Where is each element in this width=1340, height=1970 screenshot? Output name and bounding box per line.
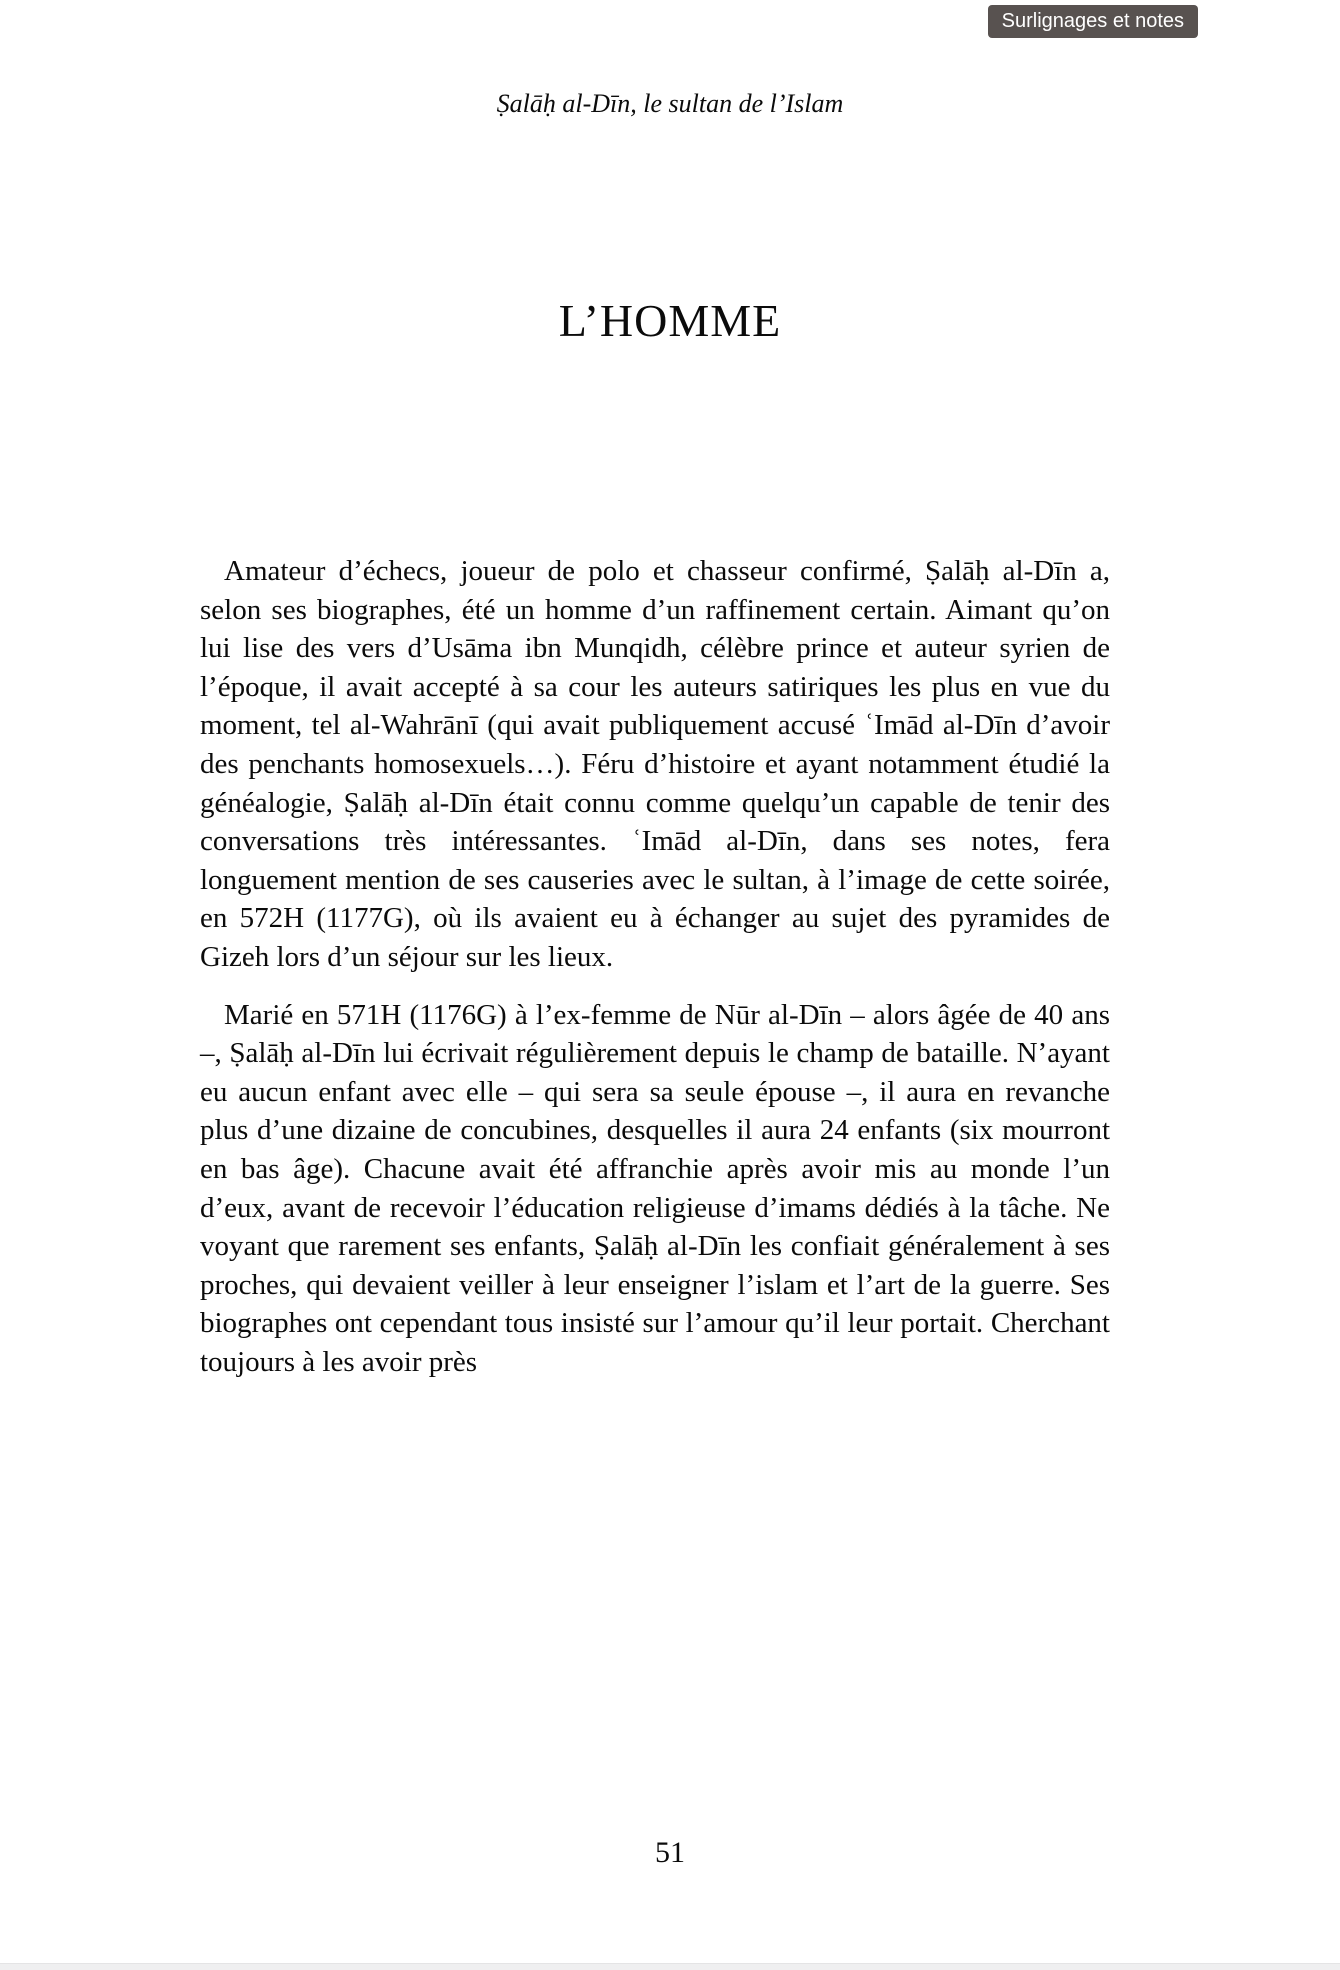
window-bottom-edge xyxy=(0,1963,1340,1970)
highlights-and-notes-button[interactable]: Surlignages et notes xyxy=(988,5,1198,38)
running-header: Ṣalāḥ al-Dīn, le sultan de l’Islam xyxy=(496,89,844,118)
body-text xyxy=(200,552,1110,1400)
chapter-title: L’HOMME xyxy=(558,295,782,346)
body-paragraph: Marié en 571H (1176G) à l’ex-femme de Nūr al-Dīn – alors âgée de 40 ans –, Ṣalāḥ al-Dīn lui écrivait régulièrement depuis le champ de bataille. N’ayant eu aucun enfant avec elle – qui sera sa seule épouse –, il aura en revanche plus d’une dizaine de concubines, desquelles il aura 24 enfants (six mourront en bas âge). Chacune avait été affranchie après avoir mis au monde l’un d’eux, avant de recevoir l’éducation religieuse d’imams dédiés à la tâche. Ne voyant que rarement ses enfants, Ṣalāḥ al-Dīn les confiait généralement à ses proches, qui devaient veiller à leur enseigner l’islam et l’art de la guerre. Ses biographes ont cependant tous insisté sur l’amour qu’il leur portait. Cherchant toujours à les avoir près xyxy=(200,998,1110,1378)
page-number: 51 xyxy=(655,1836,685,1869)
body-paragraph: Amateur d’échecs, joueur de polo et chasseur confirmé, Ṣalāḥ al-Dīn a, selon ses biographes, été un homme d’un raffinement certain. Aimant qu’on lui lise des vers d’Usāma ibn Munqidh, célèbre prince et auteur syrien de l’époque, il avait accepté à sa cour les auteurs satiriques les plus en vue du moment, tel al-Wahrānī (qui avait publiquement accusé ʿImād al-Dīn d’avoir des penchants homosexuels…). Féru d’histoire et ayant notamment étudié la généalogie, Ṣalāḥ al-Dīn était connu comme quelqu’un capable de tenir des conversations très intéressantes. ʿImād al-Dīn, dans ses notes, fera longuement mention de ses causeries avec le sultan, à l’image de cette soirée, en 572H (1177G), où ils avaient eu à échanger au sujet des pyramides de Gizeh lors d’un séjour sur les lieux. xyxy=(200,555,1110,973)
